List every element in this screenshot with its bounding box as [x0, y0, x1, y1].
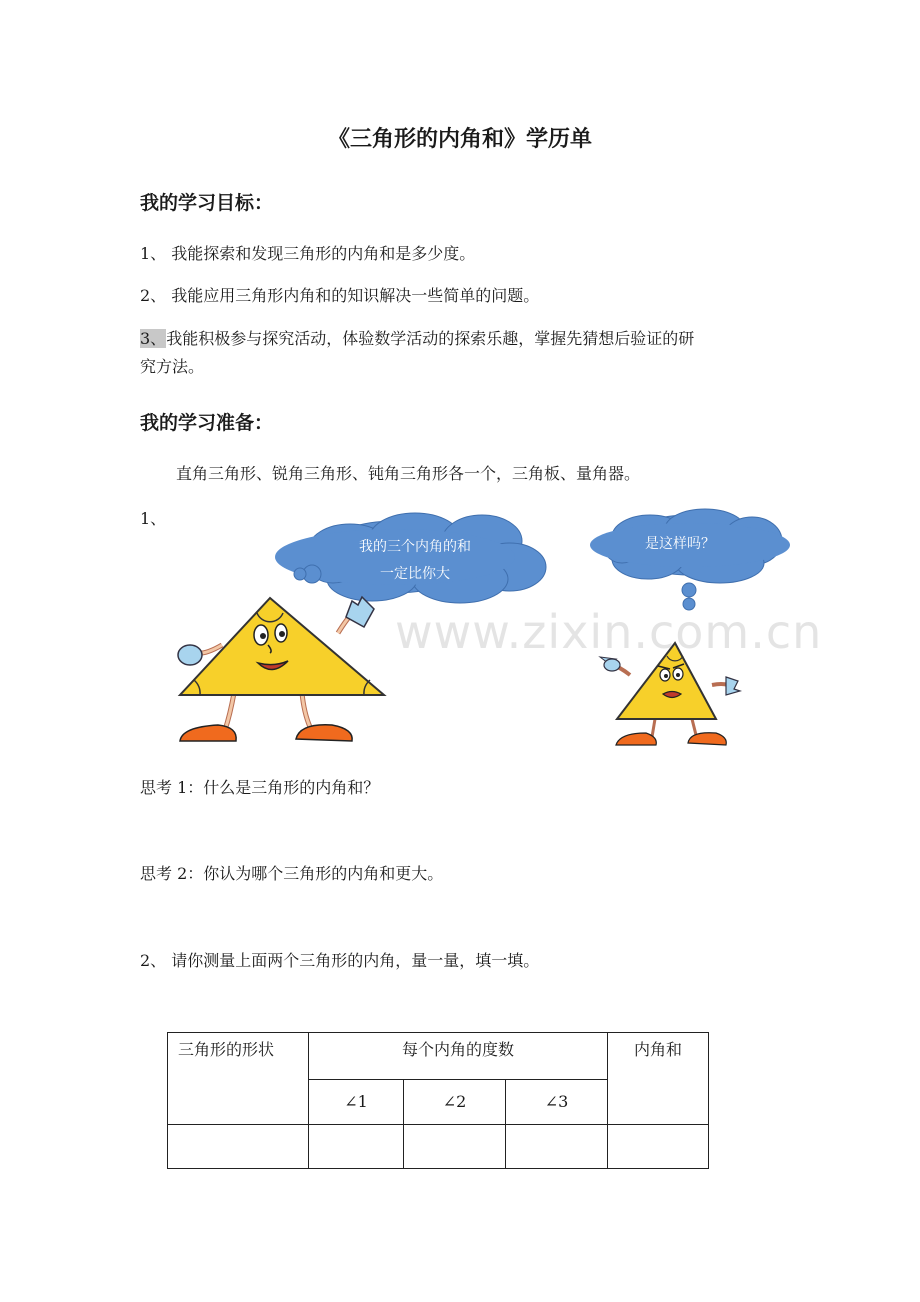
section2-instruction: 2、 请你测量上面两个三角形的内角，量一量，填一填。	[140, 951, 540, 970]
big-triangle-character	[178, 597, 384, 741]
goal-item-1	[140, 240, 475, 268]
angles-table	[167, 1032, 709, 1169]
header-angles: 每个内角的度数	[309, 1033, 608, 1080]
left-bubble-line-2: 一定比你大	[380, 566, 450, 582]
goal-text: 我能应用三角形内角和的知识解决一些简单的问题。	[171, 286, 540, 305]
think-1: 思考 1：什么是三角形的内角和？	[140, 778, 380, 797]
goal-number: 3、	[140, 329, 167, 348]
angle-3-header: ∠3	[506, 1079, 608, 1124]
right-bubble-text: 是这样吗？	[645, 536, 715, 552]
goal-item-2	[140, 282, 539, 310]
goal-item-3	[140, 325, 790, 381]
left-bubble-text	[340, 534, 490, 588]
answer-angle-3-cell[interactable]	[506, 1125, 608, 1169]
goal-text: 我能积极参与探究活动，体验数学活动的探索乐趣，掌握先猜想后验证的研	[166, 329, 695, 348]
answer-shape-cell[interactable]	[168, 1125, 309, 1169]
watermark: www.zixin.com.cn	[395, 605, 823, 659]
goal-text: 我能探索和发现三角形的内角和是多少度。	[171, 244, 476, 263]
page-title: 《三角形的内角和》学历单	[327, 126, 592, 152]
think-2: 思考 2：你认为哪个三角形的内角和更大。	[140, 864, 444, 883]
angle-2-header: ∠2	[404, 1079, 506, 1124]
goals-heading: 我的学习目标：	[140, 192, 274, 214]
prep-materials: 直角三角形、锐角三角形、钝角三角形各一个，三角板、量角器。	[176, 464, 641, 483]
section1-number: 1、	[140, 509, 167, 528]
header-shape: 三角形的形状	[168, 1033, 309, 1125]
prep-heading: 我的学习准备：	[140, 412, 274, 434]
goal-number: 2、	[140, 286, 167, 305]
answer-angle-2-cell[interactable]	[404, 1125, 506, 1169]
goal-number: 1、	[140, 244, 167, 263]
right-speech-bubble	[590, 509, 790, 610]
left-bubble-line-1: 我的三个内角的和	[359, 539, 471, 555]
answer-angle-1-cell[interactable]	[309, 1125, 404, 1169]
answer-sum-cell[interactable]	[608, 1125, 709, 1169]
angle-1-header: ∠1	[309, 1079, 404, 1124]
goal-text-cont: 究方法。	[140, 357, 205, 376]
header-sum: 内角和	[608, 1033, 709, 1125]
